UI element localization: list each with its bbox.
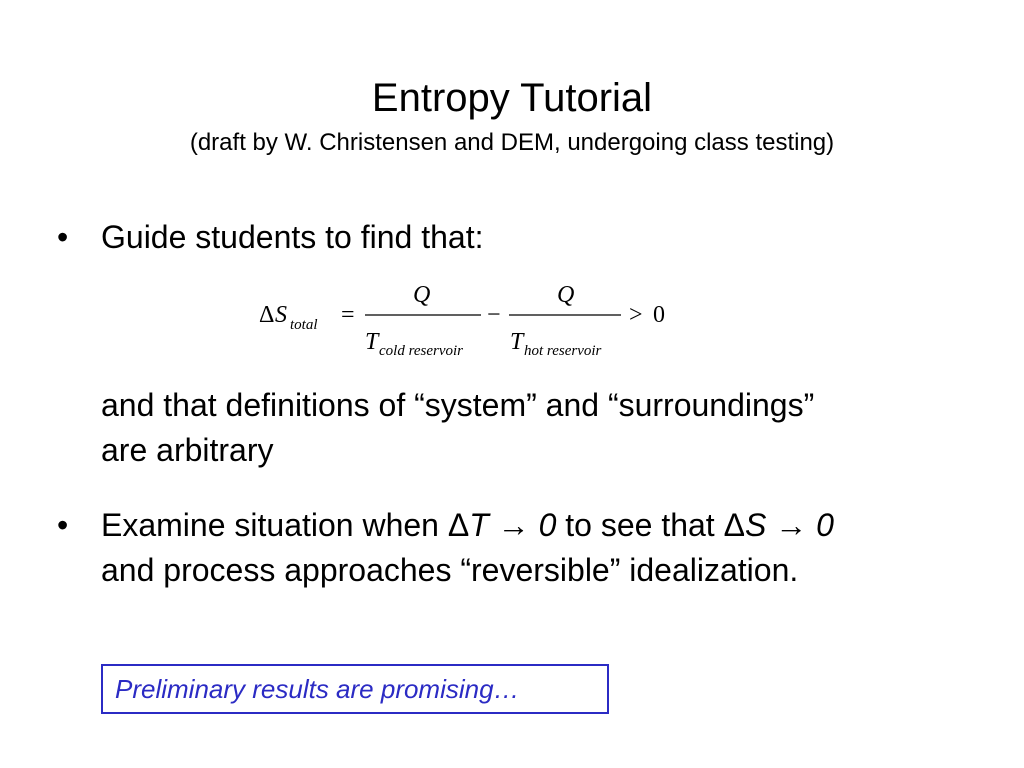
slide-subtitle: (draft by W. Christensen and DEM, undergoing class testing)	[189, 129, 835, 156]
bullet-marker: •	[57, 219, 69, 255]
entropy-equation	[255, 276, 685, 362]
eq-frac1-den-subscript: cold reservoir	[379, 343, 464, 359]
results-note-box	[101, 664, 609, 714]
eq-frac1-den-var: T	[365, 329, 379, 355]
eq-s-subscript: total	[290, 317, 318, 333]
eq-minus: −	[487, 302, 501, 328]
bullet-marker: •	[57, 507, 69, 543]
bullet-text-segment: Examine situation when Δ	[101, 507, 470, 543]
eq-greater-than: >	[629, 302, 643, 328]
slide-title: Entropy Tutorial	[371, 76, 653, 120]
bullet-text: Guide students to find that:	[101, 219, 484, 255]
eq-delta: Δ	[259, 302, 275, 328]
eq-frac2-den-subscript: hot reservoir	[524, 343, 602, 359]
eq-frac2-den-var: T	[510, 329, 524, 355]
eq-s-var: S	[275, 302, 287, 328]
results-note-text: Preliminary results are promising…	[115, 674, 520, 704]
eq-zero: 0	[653, 302, 665, 328]
eq-frac2-numerator: Q	[557, 282, 575, 308]
delta-t-expression: T → 0	[469, 507, 557, 543]
delta-s-expression: S → 0	[744, 507, 834, 543]
bullet-text-segment: to see that Δ	[556, 507, 745, 543]
eq-frac1-numerator: Q	[413, 282, 431, 308]
eq-equals: =	[341, 302, 355, 328]
bullet-text	[101, 505, 834, 545]
bullet-text-line: and process approaches “reversible” idealization.	[101, 552, 799, 588]
bullet-continuation-line: are arbitrary	[101, 432, 274, 468]
bullet-continuation-line: and that definitions of “system” and “surroundings”	[101, 387, 815, 423]
